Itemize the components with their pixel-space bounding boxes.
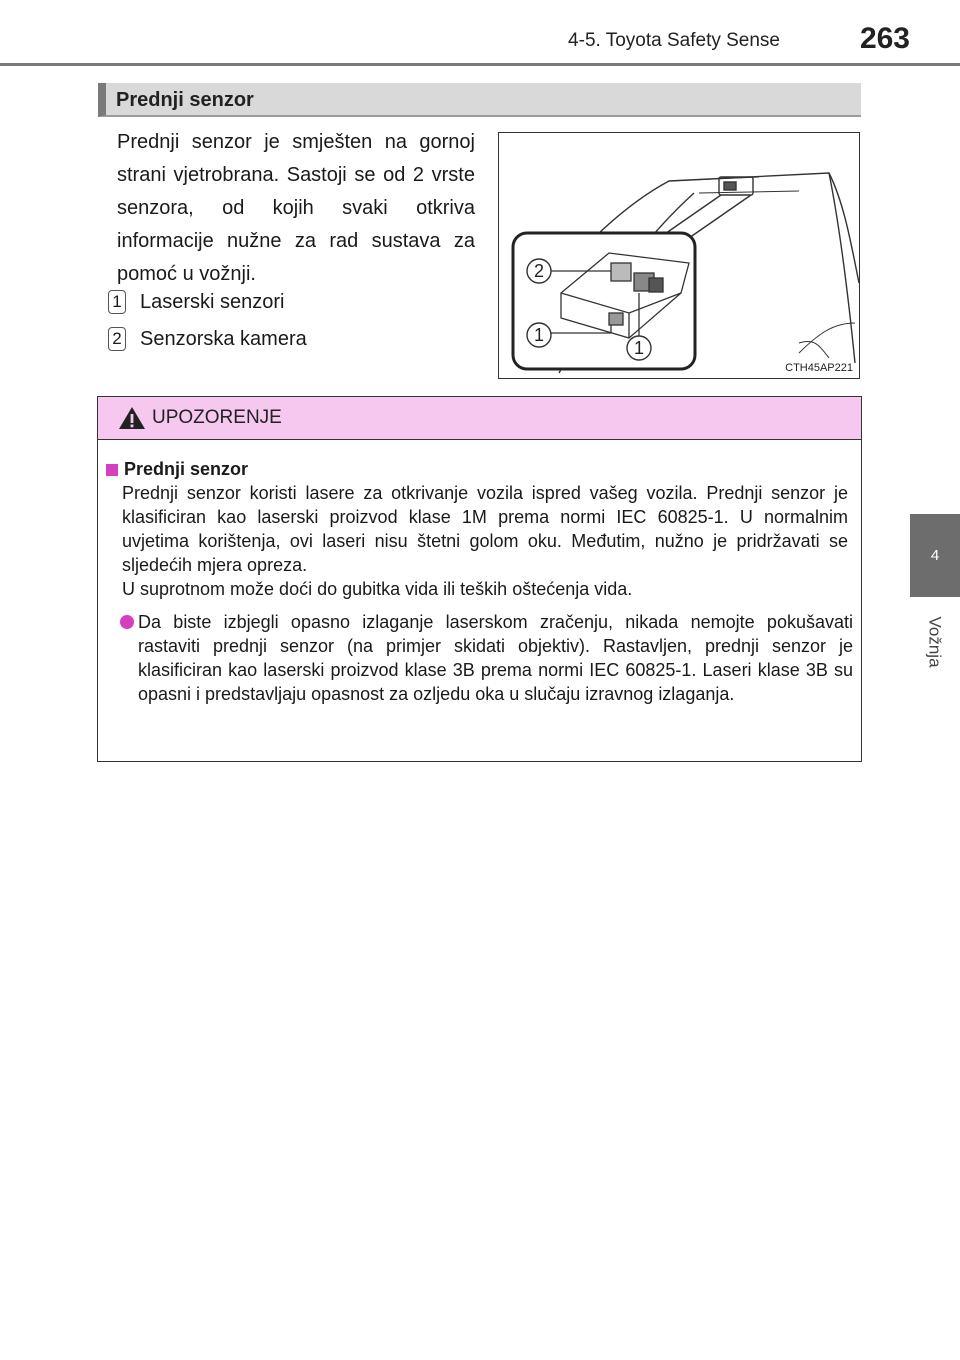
section-intro: Prednji senzor je smješten na gornoj strani vjetrobrana. Sastoji se od 2 vrste senzora, od kojih svaki otkriva informacije nužne za rad sustava za pomoć u vožnji. [117, 131, 475, 285]
warning-header [98, 397, 861, 440]
item-number-badge: 2 [108, 327, 126, 351]
callout-label: 2 [533, 261, 545, 281]
item-label: Laserski senzori [140, 290, 285, 313]
item-label: Senzorska kamera [140, 327, 307, 350]
callout-label: 1 [633, 338, 645, 358]
callout-label: 1 [533, 325, 545, 345]
header-divider [0, 63, 960, 66]
warning-bullet [120, 610, 853, 706]
warning-triangle-icon [118, 406, 146, 430]
section-title: Prednji senzor [98, 83, 861, 117]
warning-paragraph: U suprotnom može doći do gubitka vida ili teških oštećenja vida. [122, 579, 633, 599]
chapter-tab [910, 514, 960, 597]
square-bullet-icon [106, 464, 118, 476]
warning-box [97, 396, 862, 762]
sensor-illustration [498, 132, 860, 379]
list-item [108, 287, 285, 317]
round-bullet-icon [120, 615, 134, 629]
list-item [108, 324, 307, 354]
windshield-sensor-drawing [499, 133, 861, 380]
chapter-number: 4 [930, 547, 940, 564]
warning-bullet-text: Da biste izbjegli opasno izlaganje laserskom zračenju, nikada nemojte pokušavati rastaviti prednji senzor (na primjer skidati objektiv). Rastavljen, prednji senzor je klasificiran kao laserski proizvod klase 3B prema normi IEC 60825-1. Laseri klase 3B su opasni i predstavljaju opasnost za ozljedu oka u slučaju izravnog izlaganja. [138, 612, 853, 704]
page-number: 263 [859, 22, 910, 55]
chapter-label-container [910, 597, 960, 687]
warning-subheading-text: Prednji senzor [124, 459, 249, 479]
warning-subheading [106, 459, 248, 480]
warning-paragraphs [122, 481, 848, 601]
warning-title: UPOZORENJE [152, 407, 282, 428]
chapter-label: Vožnja [926, 616, 946, 668]
zoom-callout-frame [513, 233, 695, 369]
running-header-section: 4-5. Toyota Safety Sense [568, 30, 780, 51]
warning-paragraph: Prednji senzor koristi lasere za otkrivanje vozila ispred vašeg vozila. Prednji senzor je klasificiran kao laserski proizvod klase 1M prema normi IEC 60825-1. U normalnim uvjetima korištenja, ovi laseri nisu štetni golom oku. Međutim, nužno je pridržavati se sljedećih mjera opreza. [122, 483, 848, 575]
figure-code: CTH45AP221 [785, 362, 853, 374]
item-number-badge: 1 [108, 290, 126, 314]
